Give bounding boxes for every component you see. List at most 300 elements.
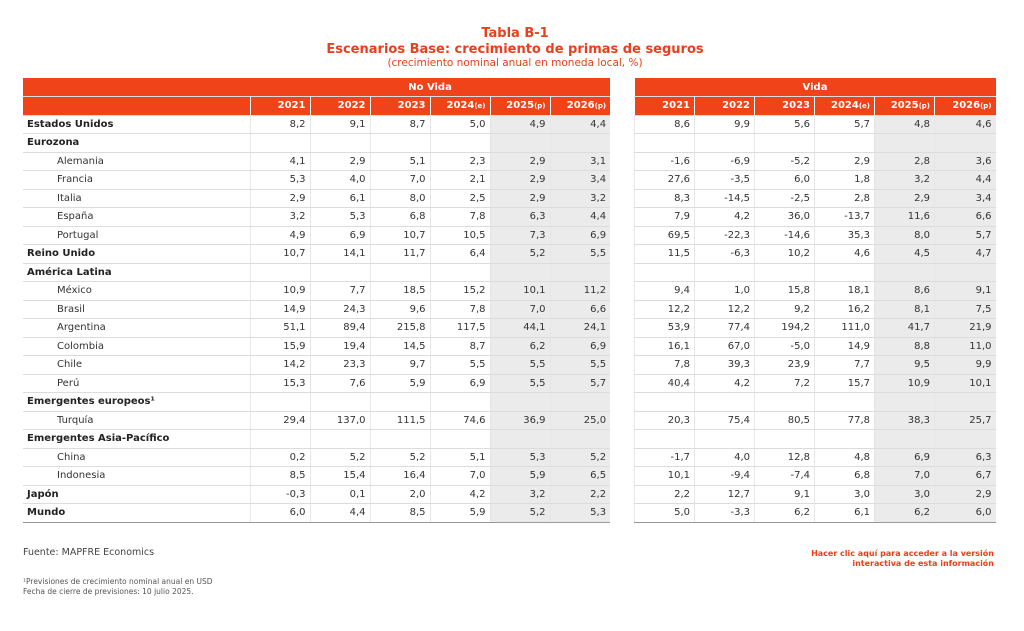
vida-cell: 111,0 [815, 319, 875, 338]
no-vida-cell: 74,6 [430, 411, 490, 430]
table-row [23, 226, 610, 245]
vida-cell [755, 430, 815, 449]
vida-cell: 194,2 [755, 319, 815, 338]
vida-cell: 7,8 [635, 356, 695, 375]
no-vida-cell: 8,5 [370, 504, 430, 523]
year-header [695, 97, 755, 116]
no-vida-cell: 7,6 [310, 374, 370, 393]
table-row [635, 245, 996, 264]
vida-cell [695, 430, 755, 449]
no-vida-cell: 6,6 [550, 300, 610, 319]
no-vida-cell [250, 263, 310, 282]
row-label: Italia [23, 189, 250, 208]
vida-cell: 7,0 [875, 467, 935, 486]
vida-cell: 6,6 [935, 208, 996, 227]
table-row [23, 411, 610, 430]
vida-cell: 12,8 [755, 448, 815, 467]
no-vida-cell: 8,7 [370, 115, 430, 134]
year-label: 2024 [446, 100, 475, 112]
no-vida-cell: 5,9 [490, 467, 550, 486]
table-row [23, 263, 610, 282]
no-vida-cell: 7,0 [430, 467, 490, 486]
year-suffix: (p) [534, 102, 546, 111]
vida-cell: 53,9 [635, 319, 695, 338]
no-vida-cell: 10,7 [370, 226, 430, 245]
table-row [635, 208, 996, 227]
no-vida-cell: 18,5 [370, 282, 430, 301]
vida-cell: 3,2 [875, 171, 935, 190]
row-label: Emergentes europeos¹ [23, 393, 250, 412]
no-vida-cell: 3,2 [490, 485, 550, 504]
year-label: 2026 [566, 100, 595, 112]
vida-cell: 6,2 [875, 504, 935, 523]
table-row [23, 485, 610, 504]
vida-cell: 6,0 [935, 504, 996, 523]
year-header [935, 97, 996, 116]
year-header [635, 97, 695, 116]
vida-cell: 21,9 [935, 319, 996, 338]
no-vida-cell: 2,9 [310, 152, 370, 171]
table-row [23, 245, 610, 264]
footnote-2: Fecha de cierre de previsiones: 10 julio 2025. [23, 586, 194, 596]
no-vida-cell: 3,1 [550, 152, 610, 171]
vida-cell [815, 430, 875, 449]
vida-cell: 11,0 [935, 337, 996, 356]
no-vida-cell: 5,5 [490, 356, 550, 375]
vida-cell: 40,4 [635, 374, 695, 393]
no-vida-cell: 9,6 [370, 300, 430, 319]
year-suffix: (p) [918, 102, 930, 111]
vida-cell [635, 134, 695, 153]
no-vida-cell: 2,9 [490, 189, 550, 208]
vida-cell: 11,5 [635, 245, 695, 264]
header-blank [23, 97, 250, 116]
vida-cell [755, 134, 815, 153]
vida-cell: -3,3 [695, 504, 755, 523]
row-label: Alemania [23, 152, 250, 171]
no-vida-cell: 0,2 [250, 448, 310, 467]
row-label: Japón [23, 485, 250, 504]
title-block [0, 26, 1024, 70]
no-vida-cell [430, 263, 490, 282]
no-vida-cell: 6,9 [310, 226, 370, 245]
no-vida-cell: 5,2 [490, 245, 550, 264]
vida-cell: 5,6 [755, 115, 815, 134]
year-label: 2021 [662, 100, 690, 112]
vida-cell: 27,6 [635, 171, 695, 190]
vida-cell: 4,2 [695, 208, 755, 227]
year-header [815, 97, 875, 116]
vida-cell: 14,9 [815, 337, 875, 356]
no-vida-cell: 4,4 [550, 115, 610, 134]
vida-cell: 10,2 [755, 245, 815, 264]
no-vida-cell: 9,7 [370, 356, 430, 375]
table-row [635, 448, 996, 467]
year-suffix: (p) [594, 102, 607, 111]
vida-cell [695, 263, 755, 282]
vida-cell: 3,6 [935, 152, 996, 171]
no-vida-cell: 7,8 [430, 300, 490, 319]
vida-cell: 16,1 [635, 337, 695, 356]
group-header-vida: Vida [635, 78, 996, 97]
vida-cell [695, 134, 755, 153]
no-vida-cell [250, 430, 310, 449]
year-label: 2022 [722, 100, 750, 112]
vida-cell: 6,2 [755, 504, 815, 523]
table-row [23, 134, 610, 153]
vida-cell: 10,9 [875, 374, 935, 393]
no-vida-cell [310, 393, 370, 412]
table-row [635, 134, 996, 153]
table-row [23, 430, 610, 449]
no-vida-cell: 3,2 [250, 208, 310, 227]
vida-cell: 20,3 [635, 411, 695, 430]
no-vida-cell: 215,8 [370, 319, 430, 338]
vida-cell: 2,2 [635, 485, 695, 504]
table-row [635, 282, 996, 301]
no-vida-cell: 9,1 [310, 115, 370, 134]
row-label: Colombia [23, 337, 250, 356]
row-label: China [23, 448, 250, 467]
vida-cell [815, 263, 875, 282]
vida-cell: 80,5 [755, 411, 815, 430]
year-suffix: (e) [474, 102, 486, 111]
no-vida-cell [550, 393, 610, 412]
vida-cell: 6,8 [815, 467, 875, 486]
vida-cell: 41,7 [875, 319, 935, 338]
no-vida-cell: 2,5 [430, 189, 490, 208]
table-title: Escenarios Base: crecimiento de primas de seguros [326, 42, 704, 57]
no-vida-cell: 15,4 [310, 467, 370, 486]
vida-cell: 9,5 [875, 356, 935, 375]
vida-cell: -3,5 [695, 171, 755, 190]
vida-cell: 3,0 [815, 485, 875, 504]
no-vida-cell [430, 134, 490, 153]
no-vida-cell: 4,2 [430, 485, 490, 504]
table-row [635, 504, 996, 523]
vida-cell [935, 263, 996, 282]
vida-cell [695, 393, 755, 412]
no-vida-cell: 8,2 [250, 115, 310, 134]
table-row [635, 226, 996, 245]
table-row [23, 393, 610, 412]
table-row [23, 356, 610, 375]
vida-cell: -6,3 [695, 245, 755, 264]
year-label: 2021 [277, 100, 306, 112]
no-vida-cell: 7,3 [490, 226, 550, 245]
no-vida-cell [430, 430, 490, 449]
vida-cell [635, 430, 695, 449]
no-vida-cell: 29,4 [250, 411, 310, 430]
no-vida-cell: 5,1 [430, 448, 490, 467]
no-vida-cell [490, 393, 550, 412]
vida-cell [755, 393, 815, 412]
no-vida-cell: 11,7 [370, 245, 430, 264]
year-header [550, 97, 610, 116]
no-vida-cell: 2,0 [370, 485, 430, 504]
no-vida-cell: 5,2 [310, 448, 370, 467]
no-vida-cell: 10,9 [250, 282, 310, 301]
no-vida-cell: -0,3 [250, 485, 310, 504]
footnotes [23, 577, 212, 596]
row-label: Francia [23, 171, 250, 190]
no-vida-cell [550, 134, 610, 153]
vida-cell: -2,5 [755, 189, 815, 208]
no-vida-cell: 5,3 [310, 208, 370, 227]
no-vida-cell: 4,4 [310, 504, 370, 523]
no-vida-cell: 117,5 [430, 319, 490, 338]
no-vida-cell: 25,0 [550, 411, 610, 430]
no-vida-cell: 6,1 [310, 189, 370, 208]
row-label: Chile [23, 356, 250, 375]
no-vida-cell [370, 134, 430, 153]
vida-cell: 4,2 [695, 374, 755, 393]
table-row [635, 411, 996, 430]
link-line-1[interactable]: Hacer clic aquí para acceder a la versión [811, 549, 994, 558]
year-suffix: (e) [858, 102, 870, 111]
table-row [635, 467, 996, 486]
row-label: América Latina [23, 263, 250, 282]
vida-cell [635, 263, 695, 282]
vida-cell: 8,1 [875, 300, 935, 319]
vida-cell: 9,2 [755, 300, 815, 319]
table-row [635, 171, 996, 190]
vida-cell [935, 134, 996, 153]
row-label: Reino Unido [23, 245, 250, 264]
vida-cell [635, 393, 695, 412]
row-label: Mundo [23, 504, 250, 523]
no-vida-cell: 6,9 [550, 337, 610, 356]
no-vida-cell [550, 263, 610, 282]
table-row [23, 282, 610, 301]
table-row [635, 319, 996, 338]
year-header [370, 97, 430, 116]
table-row [635, 430, 996, 449]
vida-cell: -9,4 [695, 467, 755, 486]
no-vida-cell: 36,9 [490, 411, 550, 430]
year-header [755, 97, 815, 116]
no-vida-cell [250, 134, 310, 153]
vida-cell: 75,4 [695, 411, 755, 430]
vida-cell [935, 393, 996, 412]
vida-cell: 9,9 [695, 115, 755, 134]
no-vida-cell: 5,9 [370, 374, 430, 393]
vida-cell: 5,7 [935, 226, 996, 245]
no-vida-cell [250, 393, 310, 412]
vida-cell: 25,7 [935, 411, 996, 430]
vida-cell: 3,4 [935, 189, 996, 208]
table-row [23, 189, 610, 208]
no-vida-cell [370, 263, 430, 282]
table-row [23, 152, 610, 171]
table-number: Tabla B-1 [481, 26, 549, 41]
vida-cell: 69,5 [635, 226, 695, 245]
no-vida-cell: 44,1 [490, 319, 550, 338]
vida-cell: 36,0 [755, 208, 815, 227]
link-line-2[interactable]: interactiva de esta información [852, 559, 994, 568]
vida-cell: 9,1 [755, 485, 815, 504]
vida-cell: -7,4 [755, 467, 815, 486]
vida-cell: 77,4 [695, 319, 755, 338]
year-header [430, 97, 490, 116]
vida-cell: 2,8 [875, 152, 935, 171]
vida-cell: 2,9 [875, 189, 935, 208]
no-vida-cell: 15,3 [250, 374, 310, 393]
no-vida-cell: 14,5 [370, 337, 430, 356]
vida-cell: 5,7 [815, 115, 875, 134]
vida-cell: 15,7 [815, 374, 875, 393]
vida-cell [815, 393, 875, 412]
vida-cell: -22,3 [695, 226, 755, 245]
no-vida-cell: 89,4 [310, 319, 370, 338]
row-label: México [23, 282, 250, 301]
no-vida-cell: 0,1 [310, 485, 370, 504]
vida-cell: 4,5 [875, 245, 935, 264]
vida-cell: 8,6 [875, 282, 935, 301]
header-blank [23, 78, 250, 97]
no-vida-cell: 4,0 [310, 171, 370, 190]
no-vida-cell: 2,9 [490, 152, 550, 171]
vida-cell: 4,7 [935, 245, 996, 264]
year-label: 2025 [506, 100, 535, 112]
year-label: 2024 [831, 100, 859, 112]
source-note: Fuente: MAPFRE Economics [23, 547, 155, 558]
table-row [23, 374, 610, 393]
year-header [875, 97, 935, 116]
vida-cell: 16,2 [815, 300, 875, 319]
no-vida-cell: 10,5 [430, 226, 490, 245]
vida-cell: 12,2 [635, 300, 695, 319]
row-label: Perú [23, 374, 250, 393]
row-label: Emergentes Asia-Pacífico [23, 430, 250, 449]
no-vida-cell: 5,7 [550, 374, 610, 393]
no-vida-cell: 6,2 [490, 337, 550, 356]
vida-cell: 4,0 [695, 448, 755, 467]
no-vida-cell: 24,1 [550, 319, 610, 338]
vida-cell: -13,7 [815, 208, 875, 227]
table-row [635, 337, 996, 356]
vida-cell: 18,1 [815, 282, 875, 301]
vida-cell: 9,1 [935, 282, 996, 301]
vida-cell: 10,1 [935, 374, 996, 393]
no-vida-cell: 8,5 [250, 467, 310, 486]
no-vida-cell: 6,3 [490, 208, 550, 227]
table-row [635, 152, 996, 171]
no-vida-cell: 5,5 [550, 245, 610, 264]
vida-cell: 9,9 [935, 356, 996, 375]
no-vida-cell: 14,9 [250, 300, 310, 319]
row-label: Turquía [23, 411, 250, 430]
no-vida-cell: 5,2 [370, 448, 430, 467]
vida-cell: -5,2 [755, 152, 815, 171]
no-vida-cell [430, 393, 490, 412]
no-vida-cell: 7,0 [490, 300, 550, 319]
year-header [490, 97, 550, 116]
table-row [23, 208, 610, 227]
vida-cell: 8,8 [875, 337, 935, 356]
year-label: 2022 [337, 100, 366, 112]
group-header-no-vida: No Vida [250, 78, 610, 97]
no-vida-cell: 51,1 [250, 319, 310, 338]
vida-cell: 12,2 [695, 300, 755, 319]
table-row [635, 374, 996, 393]
no-vida-cell: 3,4 [550, 171, 610, 190]
no-vida-cell: 14,2 [250, 356, 310, 375]
year-label: 2025 [890, 100, 919, 112]
interactive-version-link[interactable] [811, 549, 994, 569]
no-vida-cell: 2,9 [250, 189, 310, 208]
year-label: 2026 [952, 100, 981, 112]
row-label: Brasil [23, 300, 250, 319]
vida-cell: 8,0 [875, 226, 935, 245]
no-vida-cell: 137,0 [310, 411, 370, 430]
no-vida-cell: 111,5 [370, 411, 430, 430]
table-subtitle: (crecimiento nominal anual en moneda local, %) [387, 57, 643, 69]
no-vida-cell: 5,3 [250, 171, 310, 190]
vida-cell: 12,7 [695, 485, 755, 504]
table-row [23, 319, 610, 338]
no-vida-cell: 3,2 [550, 189, 610, 208]
vida-cell: 2,9 [935, 485, 996, 504]
no-vida-cell: 15,9 [250, 337, 310, 356]
no-vida-cell: 6,9 [430, 374, 490, 393]
table-row [635, 485, 996, 504]
no-vida-cell: 24,3 [310, 300, 370, 319]
no-vida-cell: 4,9 [250, 226, 310, 245]
year-suffix: (p) [980, 102, 992, 111]
vida-cell [755, 263, 815, 282]
no-vida-cell: 5,5 [490, 374, 550, 393]
vida-cell: 2,9 [815, 152, 875, 171]
no-vida-cell: 5,9 [430, 504, 490, 523]
no-vida-cell: 23,3 [310, 356, 370, 375]
row-label: España [23, 208, 250, 227]
vida-cell: 4,8 [875, 115, 935, 134]
no-vida-cell: 16,4 [370, 467, 430, 486]
vida-cell: 10,1 [635, 467, 695, 486]
no-vida-cell [310, 430, 370, 449]
no-vida-cell [310, 134, 370, 153]
no-vida-table [23, 78, 610, 523]
table-row [23, 115, 610, 134]
vida-cell: 5,0 [635, 504, 695, 523]
table-row [23, 300, 610, 319]
vida-cell: 2,8 [815, 189, 875, 208]
vida-cell: 67,0 [695, 337, 755, 356]
no-vida-cell: 5,5 [430, 356, 490, 375]
no-vida-cell: 2,2 [550, 485, 610, 504]
vida-cell: 4,8 [815, 448, 875, 467]
vida-cell [815, 134, 875, 153]
vida-cell: 6,1 [815, 504, 875, 523]
no-vida-cell: 7,8 [430, 208, 490, 227]
no-vida-cell [370, 430, 430, 449]
table-row [23, 467, 610, 486]
no-vida-cell [490, 134, 550, 153]
vida-table [634, 78, 996, 523]
no-vida-cell: 6,9 [550, 226, 610, 245]
no-vida-cell: 5,5 [550, 356, 610, 375]
no-vida-cell: 7,0 [370, 171, 430, 190]
no-vida-cell: 2,1 [430, 171, 490, 190]
no-vida-cell: 6,4 [430, 245, 490, 264]
table-row [23, 171, 610, 190]
vida-cell: 4,6 [815, 245, 875, 264]
year-header [310, 97, 370, 116]
no-vida-cell: 14,1 [310, 245, 370, 264]
vida-cell: 77,8 [815, 411, 875, 430]
row-label: Estados Unidos [23, 115, 250, 134]
